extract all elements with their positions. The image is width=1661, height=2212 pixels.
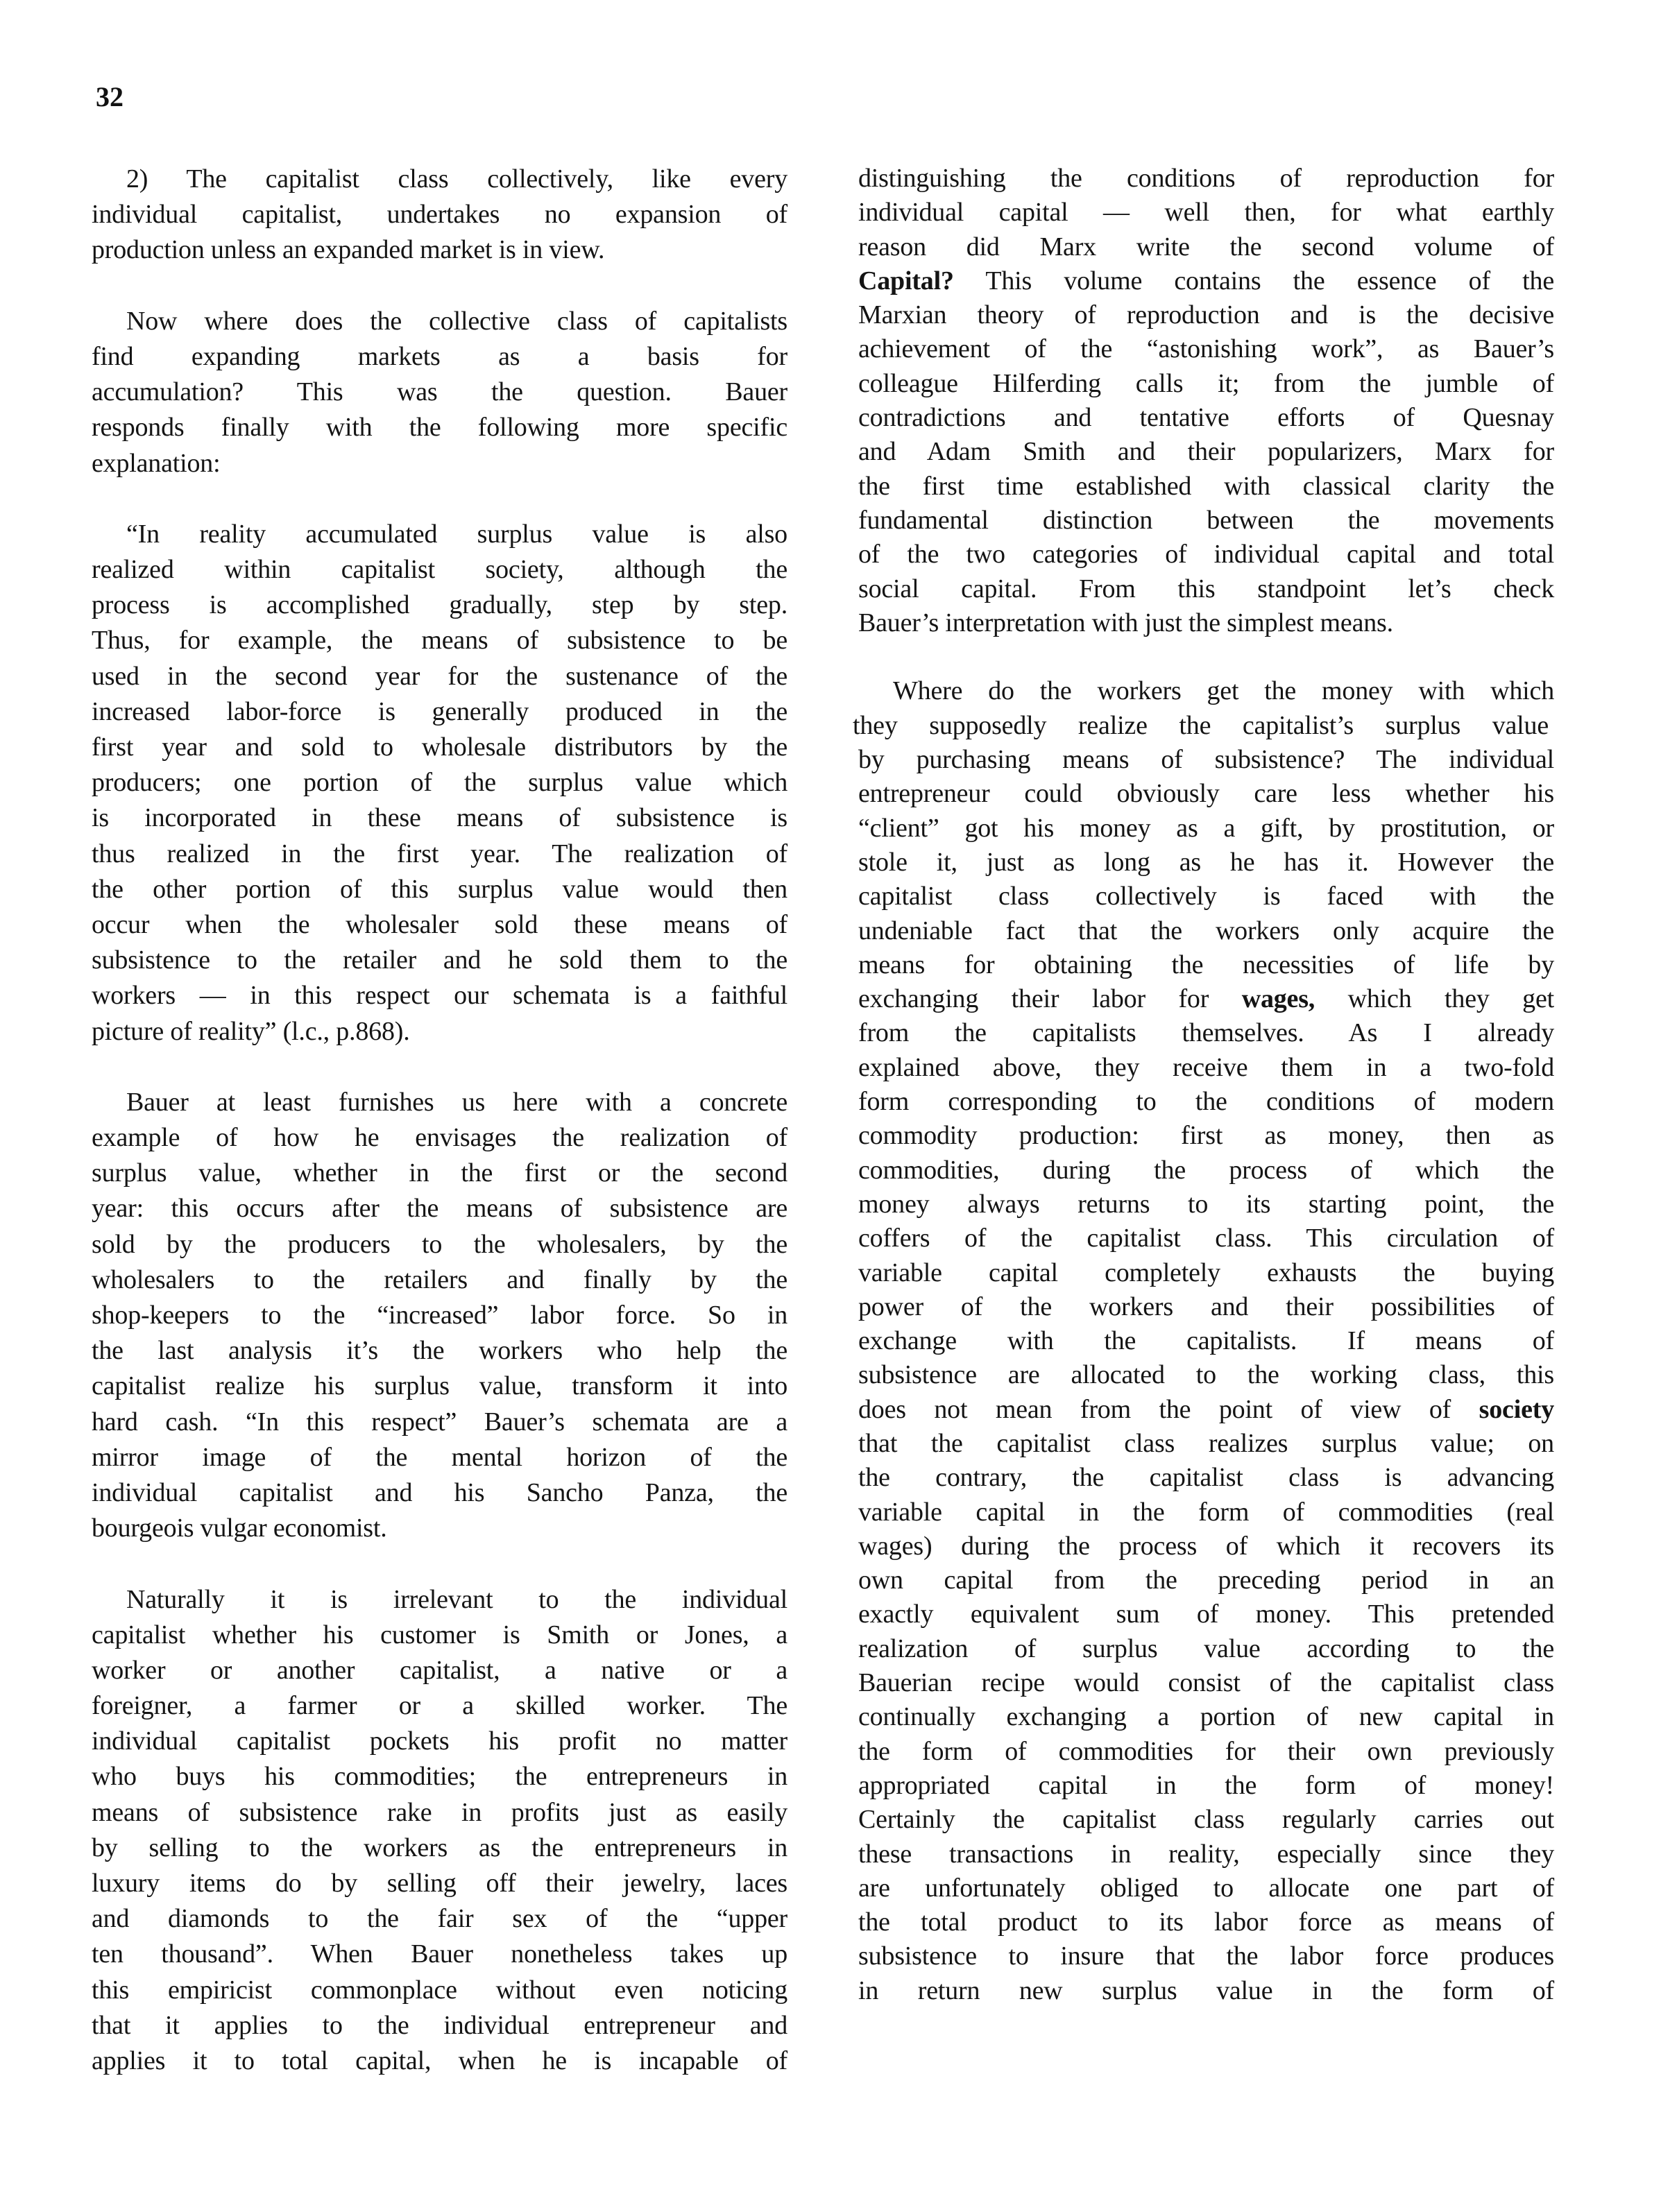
text-line: [858, 1974, 1554, 2008]
text-run: they supposedly realize the capitalist’s surplus value: [853, 710, 1549, 740]
text-line: [92, 1475, 787, 1511]
text-run: the first time established with classical clarity the: [858, 471, 1554, 501]
text-line: [858, 298, 1554, 332]
paragraph-gap: [858, 640, 1554, 674]
text-run: realized within capitalist society, although the: [92, 555, 787, 585]
text-line: [858, 1871, 1554, 1905]
text-line: [92, 1759, 787, 1794]
text-line: [92, 162, 787, 197]
text-run: variable capital in the form of commodities (real: [858, 1497, 1554, 1527]
text-run: individual capitalist pockets his profit no matter: [92, 1726, 787, 1756]
text-run: explained above, they receive them in a two-fold: [858, 1052, 1554, 1082]
text-run: capitalist class collectively is faced with the: [858, 882, 1554, 911]
right-text-column: [853, 162, 1555, 2008]
text-run: process is accomplished gradually, step by step.: [92, 590, 787, 620]
text-run: capitalist realize his surplus value, transform it into: [92, 1371, 787, 1401]
text-run: wages) during the process of which it recovers its: [858, 1531, 1554, 1561]
text-run: thus realized in the first year. The realization of: [92, 839, 787, 868]
text-run: fundamental distinction between the movements: [858, 505, 1554, 535]
text-line: [858, 948, 1554, 982]
bold-emphasis: society: [1479, 1394, 1554, 1424]
text-run: this empiricist commonplace without even noticing: [92, 1975, 787, 2005]
text-run: Now where does the collective class of capitalists: [126, 306, 787, 336]
text-run: by selling to the workers as the entrepreneurs in: [92, 1833, 787, 1862]
text-line: [858, 1803, 1554, 1837]
text-run: entrepreneur could obviously care less whether his: [858, 779, 1554, 809]
text-run: social capital. From this standpoint let’s check: [858, 574, 1554, 603]
text-line: [92, 1014, 787, 1049]
text-run: variable capital completely exhausts the buying: [858, 1258, 1554, 1287]
text-run: coffers of the capitalist class. This circulation of: [858, 1224, 1554, 1253]
text-run: the contrary, the capitalist class is advancing: [858, 1463, 1554, 1493]
text-line: [92, 1901, 787, 1937]
text-run: subsistence to insure that the labor force produces: [858, 1941, 1554, 1971]
text-run: and diamonds to the fair sex of the “upper: [92, 1904, 787, 1934]
text-line: [92, 1582, 787, 1618]
text-run: luxury items do by selling off their jewelry, laces: [92, 1869, 787, 1898]
text-run: ten thousand”. When Bauer nonetheless takes up: [92, 1939, 787, 1969]
text-run: individual capitalist and his Sancho Panza, the: [92, 1477, 787, 1507]
text-line: [858, 162, 1554, 196]
text-run: Marxian theory of reproduction and is the decisive: [858, 300, 1554, 330]
text-line: [858, 367, 1554, 401]
paragraph-gap: [92, 268, 787, 304]
text-line: [858, 1735, 1554, 1769]
text-line: [858, 1290, 1554, 1324]
text-line: [92, 1405, 787, 1440]
text-line: [858, 1085, 1554, 1119]
text-run: producers; one portion of the surplus value which: [92, 768, 787, 798]
text-run: exchange with the capitalists. If means of: [858, 1326, 1554, 1356]
text-line: [858, 1119, 1554, 1153]
text-run: bourgeois vulgar economist.: [92, 1514, 387, 1543]
text-line: [858, 1188, 1554, 1221]
text-run: power of the workers and their possibilities of: [858, 1292, 1554, 1321]
text-run: This volume contains the essence of the: [953, 266, 1554, 295]
text-run: Bauer’s interpretation with just the simplest means.: [858, 608, 1393, 637]
text-run: accumulation? This was the question. Bauer: [92, 377, 787, 407]
text-run: “In reality accumulated surplus value is also: [126, 519, 787, 549]
text-run: mirror image of the mental horizon of the: [92, 1442, 787, 1472]
text-run: applies it to total capital, when he is incapable of: [92, 2046, 787, 2075]
page-number: 32: [96, 81, 123, 112]
text-run: distinguishing the conditions of reproduction for: [858, 164, 1554, 193]
text-run: commodities, during the process of which the: [858, 1155, 1554, 1185]
text-run: subsistence are allocated to the working class, this: [858, 1360, 1554, 1390]
text-run: exchanging their labor for: [858, 984, 1242, 1014]
text-line: [858, 1666, 1554, 1700]
bold-emphasis: wages,: [1241, 984, 1315, 1014]
text-line: [92, 552, 787, 588]
text-line: [853, 709, 1549, 743]
text-run: find expanding markets as a basis for: [92, 341, 787, 371]
text-run: increased labor-force is generally produced in the: [92, 696, 787, 726]
text-line: [92, 446, 787, 481]
text-line: [858, 606, 1554, 640]
text-line: [858, 1769, 1554, 1803]
text-run: Thus, for example, the means of subsistence to be: [92, 626, 787, 655]
text-run: which they get: [1315, 984, 1555, 1014]
text-line: [92, 1262, 787, 1298]
text-line: [92, 1688, 787, 1724]
text-line: [858, 1221, 1554, 1255]
text-line: [858, 1597, 1554, 1631]
text-run: individual capitalist, undertakes no expansion of: [92, 200, 787, 230]
paragraph-gap: [92, 481, 787, 517]
text-run: the form of commodities for their own previously: [858, 1736, 1554, 1766]
text-line: [858, 1905, 1554, 1939]
text-run: subsistence to the retailer and he sold them to the: [92, 945, 787, 975]
text-run: means for obtaining the necessities of life by: [858, 950, 1554, 979]
text-line: [858, 812, 1554, 846]
text-line: [92, 694, 787, 730]
text-line: [858, 196, 1554, 230]
paragraph-gap: [92, 1049, 787, 1085]
bold-emphasis: Capital?: [858, 266, 954, 295]
text-line: [858, 1324, 1554, 1358]
text-line: [92, 232, 787, 268]
text-line: [858, 504, 1554, 538]
text-line: [92, 197, 787, 232]
text-line: [92, 1120, 787, 1156]
text-run: Naturally it is irrelevant to the individual: [126, 1584, 787, 1614]
text-line: [858, 1939, 1554, 1973]
text-line: [92, 1831, 787, 1866]
text-line: [858, 435, 1554, 469]
text-line: [92, 1795, 787, 1831]
text-line: [92, 1440, 787, 1475]
text-run: shop-keepers to the “increased” labor force. So in: [92, 1301, 787, 1330]
text-line: [92, 1653, 787, 1688]
text-line: [92, 517, 787, 552]
text-line: [92, 837, 787, 872]
text-line: [858, 264, 1554, 298]
text-run: continually exchanging a portion of new capital in: [858, 1702, 1554, 1732]
text-line: [858, 1154, 1554, 1188]
text-run: stole it, just as long as he has it. However the: [858, 847, 1554, 877]
text-run: money always returns to its starting point, the: [858, 1189, 1554, 1219]
text-run: explanation:: [92, 448, 221, 478]
text-run: in return new surplus value in the form of: [858, 1975, 1554, 2005]
text-run: hard cash. “In this respect” Bauer’s schemata are a: [92, 1407, 787, 1437]
text-run: by purchasing means of subsistence? The individual: [858, 745, 1554, 775]
text-line: [92, 978, 787, 1013]
text-line: [92, 1937, 787, 1972]
text-run: contradictions and tentative efforts of Quesnay: [858, 403, 1554, 433]
text-run: worker or another capitalist, a native or a: [92, 1655, 787, 1685]
text-line: [858, 470, 1554, 504]
text-line: [858, 1495, 1554, 1529]
text-line: [92, 588, 787, 623]
text-run: workers — in this respect our schemata is a faithful: [92, 981, 787, 1011]
text-line: [92, 1618, 787, 1653]
text-run: does not mean from the point of view of: [858, 1394, 1479, 1424]
text-line: [92, 872, 787, 907]
text-line: [92, 1191, 787, 1226]
text-run: used in the second year for the sustenance of the: [92, 661, 787, 691]
text-run: responds finally with the following more specific: [92, 413, 787, 443]
text-run: first year and sold to wholesale distributors by the: [92, 732, 787, 762]
text-line: [858, 1700, 1554, 1734]
text-run: production unless an expanded market is in view.: [92, 235, 605, 265]
text-line: [92, 2008, 787, 2043]
text-line: [858, 880, 1554, 914]
text-line: [92, 1156, 787, 1191]
text-line: [858, 743, 1554, 777]
text-run: Bauerian recipe would consist of the capitalist class: [858, 1668, 1554, 1698]
paragraph-gap: [92, 1546, 787, 1581]
text-line: [92, 800, 787, 836]
text-line: [858, 1051, 1554, 1085]
text-line: [858, 1632, 1554, 1666]
text-line: [858, 572, 1554, 606]
text-line: [858, 1256, 1554, 1290]
text-run: form corresponding to the conditions of modern: [858, 1087, 1554, 1117]
text-line: [92, 1973, 787, 2008]
text-line: [858, 538, 1554, 572]
text-line: [92, 1298, 787, 1333]
text-run: of the two categories of individual capital and total: [858, 540, 1554, 569]
text-line: [858, 1358, 1554, 1392]
text-line: [92, 730, 787, 765]
text-line: [92, 623, 787, 658]
text-run: surplus value, whether in the first or the second: [92, 1158, 787, 1188]
text-run: own capital from the preceding period in an: [858, 1566, 1554, 1595]
text-line: [92, 1333, 787, 1369]
text-line: [92, 659, 787, 694]
text-run: Bauer at least furnishes us here with a concrete: [126, 1087, 787, 1117]
text-line: [858, 332, 1554, 366]
text-run: commodity production: first as money, then as: [858, 1121, 1554, 1151]
text-run: exactly equivalent sum of money. This pretended: [858, 1600, 1554, 1629]
text-line: [858, 1427, 1554, 1461]
text-run: the other portion of this surplus value would then: [92, 874, 787, 904]
text-line: [858, 914, 1554, 948]
text-run: from the capitalists themselves. As I already: [858, 1018, 1554, 1048]
text-run: “client” got his money as a gift, by prostitution, or: [858, 813, 1554, 843]
text-line: [92, 1227, 787, 1262]
text-line: [858, 1016, 1554, 1050]
text-line: [92, 1369, 787, 1404]
text-line: [858, 230, 1554, 264]
text-run: colleague Hilferding calls it; from the jumble of: [858, 368, 1554, 398]
text-line: [858, 846, 1554, 880]
text-run: year: this occurs after the means of subsistence are: [92, 1194, 787, 1224]
left-text-column: [92, 162, 787, 2079]
text-run: means of subsistence rake in profits just as easily: [92, 1797, 787, 1827]
text-run: that it applies to the individual entrepreneur and: [92, 2010, 787, 2040]
text-line: [858, 1461, 1554, 1495]
text-line: [858, 1837, 1554, 1871]
text-line: [92, 943, 787, 978]
text-run: the last analysis it’s the workers who help the: [92, 1336, 787, 1366]
text-line: [92, 1085, 787, 1120]
text-line: [92, 1724, 787, 1759]
text-line: [858, 1563, 1554, 1597]
text-line: [858, 401, 1554, 435]
text-line: [92, 1866, 787, 1901]
text-run: and Adam Smith and their popularizers, Marx for: [858, 437, 1554, 467]
text-run: foreigner, a farmer or a skilled worker. The: [92, 1691, 787, 1721]
text-run: 2) The capitalist class collectively, like every: [126, 164, 787, 194]
text-line: [858, 674, 1554, 708]
text-line: [92, 304, 787, 339]
text-run: capitalist whether his customer is Smith or Jones, a: [92, 1620, 787, 1649]
text-run: realization of surplus value according to the: [858, 1634, 1554, 1663]
text-run: undeniable fact that the workers only acquire the: [858, 916, 1554, 945]
text-line: [858, 1529, 1554, 1563]
text-run: occur when the wholesaler sold these means of: [92, 909, 787, 939]
text-run: who buys his commodities; the entrepreneurs in: [92, 1762, 787, 1792]
text-line: [858, 1393, 1554, 1427]
text-line: [92, 339, 787, 375]
text-run: is incorporated in these means of subsistence is: [92, 803, 787, 833]
text-line: [92, 375, 787, 410]
text-line: [92, 907, 787, 943]
text-line: [858, 777, 1554, 811]
text-line: [92, 765, 787, 800]
text-run: are unfortunately obliged to allocate one part of: [858, 1873, 1554, 1903]
text-line: [92, 2043, 787, 2079]
text-run: sold by the producers to the wholesalers, by the: [92, 1229, 787, 1259]
text-run: example of how he envisages the realization of: [92, 1123, 787, 1153]
text-run: the total product to its labor force as means of: [858, 1907, 1554, 1937]
text-run: reason did Marx write the second volume of: [858, 232, 1554, 262]
text-run: wholesalers to the retailers and finally by the: [92, 1264, 787, 1294]
text-run: these transactions in reality, especially since they: [858, 1839, 1554, 1869]
text-run: achievement of the “astonishing work”, as Bauer’s: [858, 334, 1554, 364]
text-run: that the capitalist class realizes surplus value; on: [858, 1428, 1554, 1458]
text-line: [92, 410, 787, 445]
text-run: individual capital — well then, for what earthly: [858, 198, 1554, 228]
text-line: [92, 1511, 787, 1546]
text-line: [858, 982, 1554, 1016]
text-run: Where do the workers get the money with which: [893, 676, 1554, 706]
text-run: appropriated capital in the form of money!: [858, 1770, 1554, 1800]
text-run: picture of reality” (l.c., p.868).: [92, 1016, 410, 1046]
text-run: Certainly the capitalist class regularly carries out: [858, 1805, 1554, 1835]
